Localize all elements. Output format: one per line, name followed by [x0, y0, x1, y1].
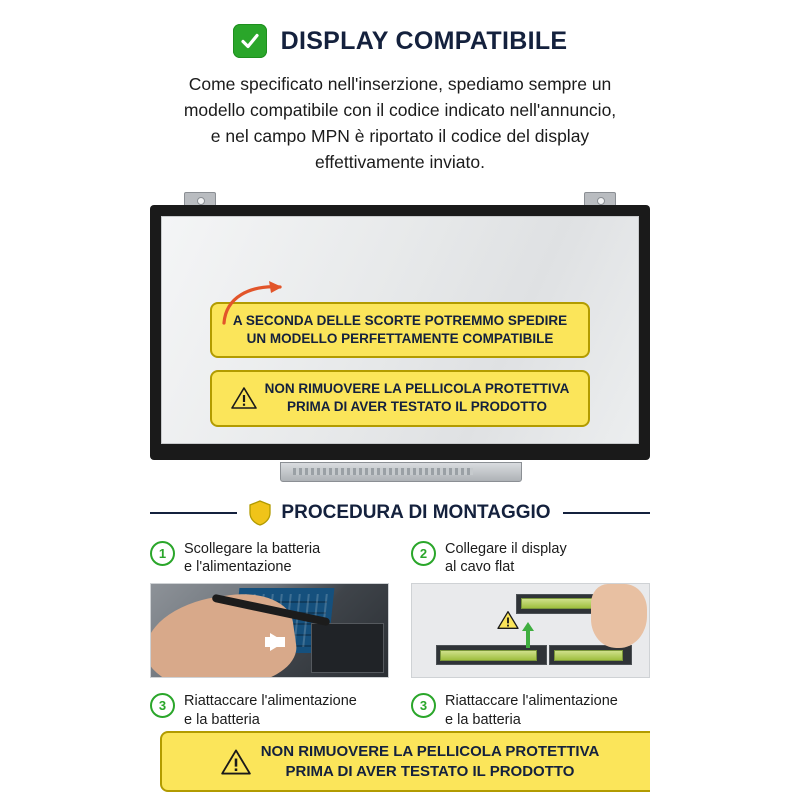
step-1-number: 1 [150, 541, 175, 566]
intro-line-2: modello compatibile con il codice indicato nell'annuncio, [183, 99, 617, 120]
fingers-graphic [591, 584, 647, 648]
step-3-right [411, 692, 650, 730]
step-2-line-1: Collegare il display [445, 540, 567, 557]
step-3-right-line-2: e la batteria [445, 712, 521, 729]
footer-warning-banner [160, 731, 660, 792]
step-1-line-2: e l'alimentazione [184, 559, 292, 576]
connector-bottom-left-tape [440, 650, 537, 661]
step-2 [411, 540, 650, 578]
shield-icon [249, 500, 271, 526]
step-3-left-line-1: Riattaccare l'alimentazione [184, 693, 357, 710]
up-arrow-icon [521, 622, 535, 648]
check-badge-icon [233, 24, 267, 58]
procedure-heading [150, 500, 650, 526]
film-notice-line-2: PRIMA DI AVER TESTATO IL PRODOTTO [286, 399, 547, 415]
connector-strip [280, 462, 522, 482]
stock-notice-line-1: A SECONDA DELLE SCORTE POTREMMO SPEDIRE [232, 312, 568, 328]
right-margin [650, 0, 800, 800]
warning-triangle-icon [221, 748, 251, 776]
page-title: DISPLAY COMPATIBILE [280, 26, 568, 55]
step-2-text [445, 540, 567, 578]
step-3-left [150, 692, 389, 730]
steps-row-bottom [150, 692, 650, 730]
divider-left [150, 512, 237, 514]
divider-right [563, 512, 650, 514]
display-panel-illustration [150, 192, 650, 482]
step-1-text [184, 540, 320, 578]
screen-surface [161, 216, 639, 444]
flat-cable-connector-photo [411, 583, 650, 678]
stock-notice-line-2: UN MODELLO PERFETTAMENTE COMPATIBILE [246, 330, 554, 346]
step-3-left-text [184, 692, 357, 730]
step-1-line-1: Scollegare la batteria [184, 540, 321, 557]
intro-line-1: Come specificato nell'inserzione, spediamo sempre un [188, 74, 612, 94]
film-notice-box [210, 370, 590, 426]
film-notice-line-1: NON RIMUOVERE LA PELLICOLA PROTETTIVA [264, 381, 570, 397]
step-3-left-line-2: e la batteria [184, 712, 260, 729]
steps-row-top [150, 540, 650, 578]
intro-line-4: effettivamente inviato. [315, 151, 485, 172]
connector-bottom-right-tape [554, 650, 622, 661]
step-3-left-number: 3 [150, 693, 175, 718]
intro-line-3: e nel campo MPN è riportato il codice del display [210, 125, 590, 146]
left-margin [0, 0, 150, 800]
laptop-internals-photo [150, 583, 389, 678]
steps-photos [150, 583, 650, 678]
step-3-right-text [445, 692, 618, 730]
battery-graphic [311, 623, 384, 673]
step-2-line-2: al cavo flat [445, 559, 515, 576]
footer-line-1: NON RIMUOVERE LA PELLICOLA PROTETTIVA [260, 743, 600, 760]
step-2-number: 2 [411, 541, 436, 566]
warning-triangle-icon [231, 386, 257, 410]
footer-line-2: PRIMA DI AVER TESTATO IL PRODOTTO [285, 762, 575, 780]
curved-arrow-icon [220, 279, 290, 325]
screen-bezel [150, 205, 650, 460]
procedure-title: PROCEDURA DI MONTAGGIO [281, 501, 551, 523]
procedure-title-wrap [249, 500, 550, 526]
pointer-arrow-icon [270, 633, 285, 651]
step-1 [150, 540, 389, 578]
step-3-right-number: 3 [411, 693, 436, 718]
intro-paragraph [100, 72, 700, 176]
warning-triangle-icon [497, 610, 519, 630]
step-3-right-line-1: Riattaccare l'alimentazione [445, 693, 618, 710]
